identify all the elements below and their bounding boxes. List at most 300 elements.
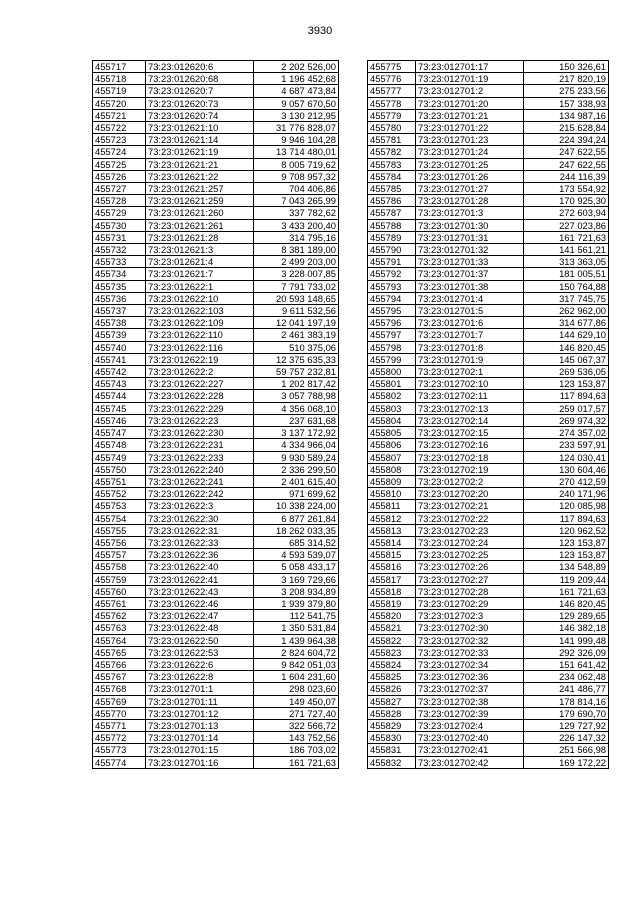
cadastral-value: 259 017,57 <box>524 402 609 414</box>
row-number: 455817 <box>368 573 416 585</box>
cadastral-value: 170 925,30 <box>524 195 609 207</box>
cadastral-value: 123 153,87 <box>524 536 609 548</box>
cadastral-number: 73:23:012702:20 <box>416 488 524 500</box>
cadastral-number: 73:23:012702:33 <box>416 646 524 658</box>
table-row <box>368 744 609 756</box>
cadastral-value: 240 171,96 <box>524 488 609 500</box>
table-row <box>93 280 339 292</box>
cadastral-value: 20 593 148,65 <box>254 292 339 304</box>
cadastral-number: 73:23:012620:73 <box>146 97 254 109</box>
cadastral-value: 269 974,32 <box>524 414 609 426</box>
table-row <box>368 451 609 463</box>
table-row <box>368 658 609 670</box>
table-row <box>93 85 339 97</box>
row-number: 455828 <box>368 707 416 719</box>
cadastral-value: 292 326,09 <box>524 646 609 658</box>
cadastral-number: 73:23:012701:9 <box>416 353 524 365</box>
row-number: 455738 <box>93 317 146 329</box>
cadastral-value: 247 622,55 <box>524 146 609 158</box>
cadastral-value: 9 611 532,56 <box>254 305 339 317</box>
table-row <box>368 97 609 109</box>
cadastral-number: 73:23:012621:4 <box>146 256 254 268</box>
cadastral-number: 73:23:012701:13 <box>146 719 254 731</box>
cadastral-number: 73:23:012622:50 <box>146 634 254 646</box>
cadastral-number: 73:23:012702:19 <box>416 463 524 475</box>
row-number: 455795 <box>368 305 416 317</box>
cadastral-value: 269 536,05 <box>524 366 609 378</box>
cadastral-value: 161 721,63 <box>524 585 609 597</box>
table-row <box>368 341 609 353</box>
cadastral-number: 73:23:012622:30 <box>146 512 254 524</box>
cadastral-value: 145 067,37 <box>524 353 609 365</box>
cadastral-number: 73:23:012701:31 <box>416 231 524 243</box>
row-number: 455768 <box>93 683 146 695</box>
table-row <box>93 744 339 756</box>
table-row <box>93 634 339 646</box>
table-row <box>93 305 339 317</box>
cadastral-value: 4 593 539,07 <box>254 549 339 561</box>
cadastral-number: 73:23:012701:1 <box>146 683 254 695</box>
row-number: 455734 <box>93 268 146 280</box>
cadastral-number: 73:23:012702:25 <box>416 549 524 561</box>
cadastral-number: 73:23:012702:13 <box>416 402 524 414</box>
cadastral-value: 9 057 670,50 <box>254 97 339 109</box>
cadastral-number: 73:23:012701:14 <box>146 732 254 744</box>
row-number: 455754 <box>93 512 146 524</box>
cadastral-value: 247 622,55 <box>524 158 609 170</box>
table-left <box>92 60 339 769</box>
row-number: 455826 <box>368 683 416 695</box>
row-number: 455746 <box>93 414 146 426</box>
cadastral-value: 112 541,75 <box>254 610 339 622</box>
table-row <box>93 353 339 365</box>
cadastral-value: 241 486,77 <box>524 683 609 695</box>
cadastral-number: 73:23:012622:43 <box>146 585 254 597</box>
cadastral-number: 73:23:012622:48 <box>146 622 254 634</box>
table-row <box>368 158 609 170</box>
row-number: 455793 <box>368 280 416 292</box>
row-number: 455827 <box>368 695 416 707</box>
table-row <box>368 756 609 768</box>
cadastral-value: 120 962,52 <box>524 524 609 536</box>
cadastral-number: 73:23:012620:74 <box>146 109 254 121</box>
row-number: 455758 <box>93 561 146 573</box>
cadastral-value: 161 721,63 <box>524 231 609 243</box>
cadastral-value: 3 130 212,95 <box>254 109 339 121</box>
cadastral-number: 73:23:012702:40 <box>416 732 524 744</box>
cadastral-value: 234 062,48 <box>524 671 609 683</box>
cadastral-value: 9 708 957,32 <box>254 170 339 182</box>
row-number: 455774 <box>93 756 146 768</box>
row-number: 455761 <box>93 597 146 609</box>
table-row <box>93 488 339 500</box>
cadastral-value: 3 433 200,40 <box>254 219 339 231</box>
table-row <box>93 341 339 353</box>
table-row <box>368 85 609 97</box>
cadastral-value: 298 023,60 <box>254 683 339 695</box>
row-number: 455785 <box>368 183 416 195</box>
row-number: 455722 <box>93 122 146 134</box>
cadastral-number: 73:23:012622:231 <box>146 439 254 451</box>
cadastral-value: 1 439 964,38 <box>254 634 339 646</box>
cadastral-value: 251 566,98 <box>524 744 609 756</box>
row-number: 455818 <box>368 585 416 597</box>
cadastral-number: 73:23:012621:14 <box>146 134 254 146</box>
table-row <box>93 61 339 73</box>
table-row <box>93 671 339 683</box>
row-number: 455779 <box>368 109 416 121</box>
table-row <box>368 414 609 426</box>
row-number: 455789 <box>368 231 416 243</box>
cadastral-number: 73:23:012622:10 <box>146 292 254 304</box>
cadastral-value: 1 939 379,80 <box>254 597 339 609</box>
cadastral-value: 117 894,63 <box>524 512 609 524</box>
cadastral-value: 314 795,16 <box>254 231 339 243</box>
table-row <box>93 158 339 170</box>
cadastral-value: 157 338,93 <box>524 97 609 109</box>
table-row <box>368 719 609 731</box>
row-number: 455735 <box>93 280 146 292</box>
table-row <box>93 695 339 707</box>
table-row <box>368 500 609 512</box>
cadastral-value: 129 727,92 <box>524 719 609 731</box>
cadastral-value: 134 548,89 <box>524 561 609 573</box>
row-number: 455794 <box>368 292 416 304</box>
table-row <box>93 756 339 768</box>
cadastral-number: 73:23:012621:260 <box>146 207 254 219</box>
cadastral-number: 73:23:012622:8 <box>146 671 254 683</box>
table-row <box>93 427 339 439</box>
cadastral-number: 73:23:012701:26 <box>416 170 524 182</box>
row-number: 455804 <box>368 414 416 426</box>
cadastral-value: 7 791 733,02 <box>254 280 339 292</box>
cadastral-number: 73:23:012702:23 <box>416 524 524 536</box>
row-number: 455832 <box>368 756 416 768</box>
cadastral-value: 117 894,63 <box>524 390 609 402</box>
cadastral-number: 73:23:012622:19 <box>146 353 254 365</box>
table-row <box>93 378 339 390</box>
table-row <box>93 73 339 85</box>
table-row <box>93 97 339 109</box>
cadastral-value: 3 057 788,98 <box>254 390 339 402</box>
row-number: 455825 <box>368 671 416 683</box>
cadastral-number: 73:23:012702:22 <box>416 512 524 524</box>
table-row <box>93 390 339 402</box>
cadastral-value: 313 363,05 <box>524 256 609 268</box>
row-number: 455748 <box>93 439 146 451</box>
cadastral-number: 73:23:012702:27 <box>416 573 524 585</box>
cadastral-value: 134 987,16 <box>524 109 609 121</box>
cadastral-value: 971 699,62 <box>254 488 339 500</box>
cadastral-number: 73:23:012702:21 <box>416 500 524 512</box>
table-row <box>93 512 339 524</box>
row-number: 455717 <box>93 61 146 73</box>
row-number: 455720 <box>93 97 146 109</box>
cadastral-number: 73:23:012701:23 <box>416 134 524 146</box>
table-row <box>93 439 339 451</box>
cadastral-number: 73:23:012620:68 <box>146 73 254 85</box>
cadastral-number: 73:23:012622:227 <box>146 378 254 390</box>
cadastral-value: 3 228 007,85 <box>254 268 339 280</box>
cadastral-number: 73:23:012701:12 <box>146 707 254 719</box>
cadastral-value: 272 603,94 <box>524 207 609 219</box>
cadastral-value: 4 687 473,84 <box>254 85 339 97</box>
cadastral-value: 237 631,68 <box>254 414 339 426</box>
table-row <box>368 402 609 414</box>
table-row <box>368 170 609 182</box>
table-row <box>93 146 339 158</box>
cadastral-value: 510 375,06 <box>254 341 339 353</box>
cadastral-value: 141 561,21 <box>524 244 609 256</box>
row-number: 455751 <box>93 475 146 487</box>
table-row <box>93 292 339 304</box>
row-number: 455764 <box>93 634 146 646</box>
table-row <box>368 427 609 439</box>
cadastral-value: 4 356 068,10 <box>254 402 339 414</box>
row-number: 455821 <box>368 622 416 634</box>
row-number: 455824 <box>368 658 416 670</box>
cadastral-number: 73:23:012621:7 <box>146 268 254 280</box>
table-row <box>93 256 339 268</box>
cadastral-value: 151 641,42 <box>524 658 609 670</box>
row-number: 455770 <box>93 707 146 719</box>
cadastral-value: 317 745,75 <box>524 292 609 304</box>
table-row <box>93 244 339 256</box>
cadastral-value: 130 604,46 <box>524 463 609 475</box>
cadastral-number: 73:23:012622:3 <box>146 500 254 512</box>
table-row <box>93 268 339 280</box>
cadastral-value: 8 005 719,62 <box>254 158 339 170</box>
cadastral-number: 73:23:012621:3 <box>146 244 254 256</box>
cadastral-value: 141 999,48 <box>524 634 609 646</box>
cadastral-number: 73:23:012701:22 <box>416 122 524 134</box>
table-row <box>368 219 609 231</box>
cadastral-value: 7 043 265,99 <box>254 195 339 207</box>
table-row <box>368 244 609 256</box>
row-number: 455731 <box>93 231 146 243</box>
cadastral-number: 73:23:012701:30 <box>416 219 524 231</box>
cadastral-number: 73:23:012702:10 <box>416 378 524 390</box>
table-row <box>93 451 339 463</box>
cadastral-value: 227 023,86 <box>524 219 609 231</box>
table-row <box>93 317 339 329</box>
row-number: 455831 <box>368 744 416 756</box>
row-number: 455723 <box>93 134 146 146</box>
cadastral-number: 73:23:012701:38 <box>416 280 524 292</box>
table-row <box>368 634 609 646</box>
row-number: 455776 <box>368 73 416 85</box>
cadastral-number: 73:23:012701:27 <box>416 183 524 195</box>
row-number: 455810 <box>368 488 416 500</box>
cadastral-number: 73:23:012622:23 <box>146 414 254 426</box>
table-row <box>368 475 609 487</box>
row-number: 455763 <box>93 622 146 634</box>
cadastral-value: 233 597,91 <box>524 439 609 451</box>
row-number: 455781 <box>368 134 416 146</box>
row-number: 455787 <box>368 207 416 219</box>
cadastral-number: 73:23:012622:103 <box>146 305 254 317</box>
table-row <box>93 597 339 609</box>
cadastral-number: 73:23:012621:22 <box>146 170 254 182</box>
table-row <box>93 463 339 475</box>
cadastral-number: 73:23:012702:15 <box>416 427 524 439</box>
row-number: 455729 <box>93 207 146 219</box>
row-number: 455744 <box>93 390 146 402</box>
cadastral-value: 12 375 635,33 <box>254 353 339 365</box>
table-row <box>93 719 339 731</box>
row-number: 455742 <box>93 366 146 378</box>
cadastral-number: 73:23:012702:30 <box>416 622 524 634</box>
cadastral-number: 73:23:012702:38 <box>416 695 524 707</box>
row-number: 455802 <box>368 390 416 402</box>
row-number: 455726 <box>93 170 146 182</box>
row-number: 455730 <box>93 219 146 231</box>
cadastral-number: 73:23:012622:109 <box>146 317 254 329</box>
table-row <box>368 256 609 268</box>
cadastral-value: 173 554,92 <box>524 183 609 195</box>
cadastral-number: 73:23:012701:15 <box>146 744 254 756</box>
cadastral-number: 73:23:012702:18 <box>416 451 524 463</box>
cadastral-number: 73:23:012622:240 <box>146 463 254 475</box>
cadastral-number: 73:23:012701:28 <box>416 195 524 207</box>
row-number: 455745 <box>93 402 146 414</box>
cadastral-number: 73:23:012702:26 <box>416 561 524 573</box>
cadastral-value: 120 085,98 <box>524 500 609 512</box>
table-right <box>367 60 609 769</box>
table-row <box>368 524 609 536</box>
row-number: 455771 <box>93 719 146 731</box>
cadastral-number: 73:23:012702:39 <box>416 707 524 719</box>
table-row <box>93 549 339 561</box>
cadastral-value: 123 153,87 <box>524 549 609 561</box>
cadastral-value: 215 628,84 <box>524 122 609 134</box>
table-row <box>368 231 609 243</box>
cadastral-value: 124 030,41 <box>524 451 609 463</box>
table-row <box>93 622 339 634</box>
cadastral-value: 704 406,86 <box>254 183 339 195</box>
row-number: 455741 <box>93 353 146 365</box>
table-row <box>93 500 339 512</box>
cadastral-number: 73:23:012622:116 <box>146 341 254 353</box>
cadastral-number: 73:23:012702:29 <box>416 597 524 609</box>
cadastral-value: 5 058 433,17 <box>254 561 339 573</box>
cadastral-number: 73:23:012622:242 <box>146 488 254 500</box>
cadastral-number: 73:23:012701:11 <box>146 695 254 707</box>
cadastral-value: 6 877 261,84 <box>254 512 339 524</box>
cadastral-value: 9 842 051,03 <box>254 658 339 670</box>
row-number: 455801 <box>368 378 416 390</box>
cadastral-number: 73:23:012702:37 <box>416 683 524 695</box>
cadastral-value: 150 326,61 <box>524 61 609 73</box>
table-row <box>93 573 339 585</box>
table-row <box>368 73 609 85</box>
page-number: 3930 <box>307 25 333 37</box>
row-number: 455759 <box>93 573 146 585</box>
cadastral-number: 73:23:012701:2 <box>416 85 524 97</box>
table-row <box>368 463 609 475</box>
row-number: 455769 <box>93 695 146 707</box>
table-row <box>93 109 339 121</box>
cadastral-value: 3 208 934,89 <box>254 585 339 597</box>
table-row <box>93 610 339 622</box>
table-row <box>368 317 609 329</box>
row-number: 455808 <box>368 463 416 475</box>
row-number: 455733 <box>93 256 146 268</box>
row-number: 455805 <box>368 427 416 439</box>
cadastral-number: 73:23:012701:24 <box>416 146 524 158</box>
cadastral-value: 274 357,02 <box>524 427 609 439</box>
table-row <box>93 414 339 426</box>
cadastral-number: 73:23:012702:42 <box>416 756 524 768</box>
table-row <box>368 146 609 158</box>
cadastral-value: 31 776 828,07 <box>254 122 339 134</box>
cadastral-number: 73:23:012701:33 <box>416 256 524 268</box>
table-row <box>368 378 609 390</box>
cadastral-number: 73:23:012622:41 <box>146 573 254 585</box>
row-number: 455721 <box>93 109 146 121</box>
table-row <box>93 402 339 414</box>
cadastral-value: 217 820,19 <box>524 73 609 85</box>
cadastral-value: 146 382,18 <box>524 622 609 634</box>
cadastral-number: 73:23:012622:40 <box>146 561 254 573</box>
cadastral-value: 169 172,22 <box>524 756 609 768</box>
table-row <box>93 646 339 658</box>
row-number: 455816 <box>368 561 416 573</box>
cadastral-value: 2 461 383,19 <box>254 329 339 341</box>
row-number: 455819 <box>368 597 416 609</box>
cadastral-value: 2 499 203,00 <box>254 256 339 268</box>
cadastral-number: 73:23:012621:19 <box>146 146 254 158</box>
cadastral-value: 178 814,16 <box>524 695 609 707</box>
row-number: 455791 <box>368 256 416 268</box>
table-row <box>93 585 339 597</box>
cadastral-number: 73:23:012621:21 <box>146 158 254 170</box>
cadastral-number: 73:23:012701:32 <box>416 244 524 256</box>
row-number: 455719 <box>93 85 146 97</box>
table-row <box>368 329 609 341</box>
table-row <box>93 561 339 573</box>
table-row <box>368 732 609 744</box>
cadastral-number: 73:23:012702:32 <box>416 634 524 646</box>
cadastral-number: 73:23:012622:31 <box>146 524 254 536</box>
cadastral-value: 9 946 104,28 <box>254 134 339 146</box>
table-row <box>368 488 609 500</box>
row-number: 455762 <box>93 610 146 622</box>
table-row <box>93 707 339 719</box>
cadastral-value: 2 401 615,40 <box>254 475 339 487</box>
cadastral-value: 10 338 224,00 <box>254 500 339 512</box>
table-row <box>368 390 609 402</box>
row-number: 455724 <box>93 146 146 158</box>
cadastral-number: 73:23:012701:7 <box>416 329 524 341</box>
table-row <box>93 329 339 341</box>
row-number: 455755 <box>93 524 146 536</box>
cadastral-value: 129 289,65 <box>524 610 609 622</box>
row-number: 455780 <box>368 122 416 134</box>
table-row <box>93 658 339 670</box>
cadastral-value: 12 041 197,19 <box>254 317 339 329</box>
table-row <box>368 585 609 597</box>
cadastral-number: 73:23:012620:7 <box>146 85 254 97</box>
row-number: 455766 <box>93 658 146 670</box>
cadastral-number: 73:23:012621:10 <box>146 122 254 134</box>
row-number: 455773 <box>93 744 146 756</box>
table-row <box>368 671 609 683</box>
table-row <box>93 183 339 195</box>
cadastral-number: 73:23:012622:47 <box>146 610 254 622</box>
cadastral-value: 9 930 589,24 <box>254 451 339 463</box>
table-row <box>368 597 609 609</box>
